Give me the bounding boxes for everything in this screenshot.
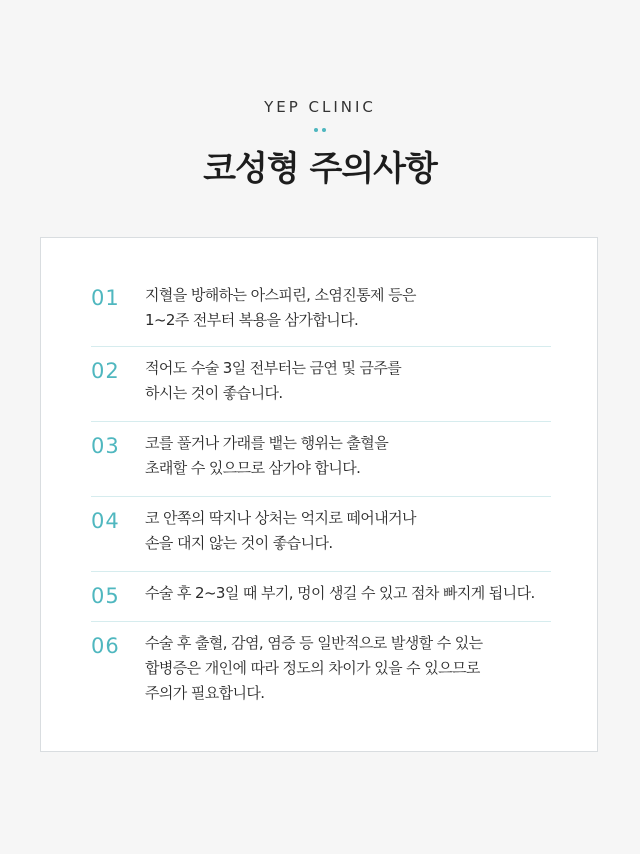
precaution-item <box>91 497 551 572</box>
item-text <box>145 572 551 606</box>
item-number: 06 <box>91 634 120 658</box>
item-text-line: 하시는 것이 좋습니다. <box>145 384 283 402</box>
item-text <box>145 422 551 481</box>
item-text <box>145 497 551 556</box>
precaution-item <box>91 347 551 422</box>
item-text-line: 손을 대지 않는 것이 좋습니다. <box>145 534 333 552</box>
clinic-name: YEP CLINIC <box>264 98 376 116</box>
dot-icon <box>322 128 326 132</box>
item-text-line: 주의가 필요합니다. <box>145 684 265 702</box>
item-text-line: 코를 풀거나 가래를 뱉는 행위는 출혈을 <box>145 434 389 452</box>
precautions-list <box>91 274 551 722</box>
precaution-item <box>91 422 551 497</box>
item-text-line: 적어도 수술 3일 전부터는 금연 및 금주를 <box>145 359 402 377</box>
item-number: 05 <box>91 584 120 608</box>
item-number: 02 <box>91 359 120 383</box>
item-text-line: 지혈을 방해하는 아스피린, 소염진통제 등은 <box>145 286 416 304</box>
item-text-line: 수술 후 2~3일 때 부기, 멍이 생길 수 있고 점차 빠지게 됩니다. <box>145 584 535 602</box>
precaution-item <box>91 622 551 722</box>
item-text-line: 1~2주 전부터 복용을 삼가합니다. <box>145 311 359 329</box>
precaution-item <box>91 274 551 347</box>
page-title: 코성형 주의사항 <box>203 149 437 189</box>
item-text <box>145 347 551 406</box>
decorative-dots <box>0 128 640 134</box>
item-text <box>145 274 551 333</box>
dot-icon <box>314 128 318 132</box>
item-number: 03 <box>91 434 120 458</box>
item-text <box>145 622 551 706</box>
item-number: 04 <box>91 509 120 533</box>
item-number: 01 <box>91 286 120 310</box>
precaution-item <box>91 572 551 622</box>
item-text-line: 초래할 수 있으므로 삼가야 합니다. <box>145 459 361 477</box>
item-text-line: 합병증은 개인에 따라 정도의 차이가 있을 수 있으므로 <box>145 659 480 677</box>
precautions-card <box>40 237 598 752</box>
item-text-line: 코 안쪽의 딱지나 상처는 억지로 떼어내거나 <box>145 509 416 527</box>
item-text-line: 수술 후 출혈, 감염, 염증 등 일반적으로 발생할 수 있는 <box>145 634 483 652</box>
